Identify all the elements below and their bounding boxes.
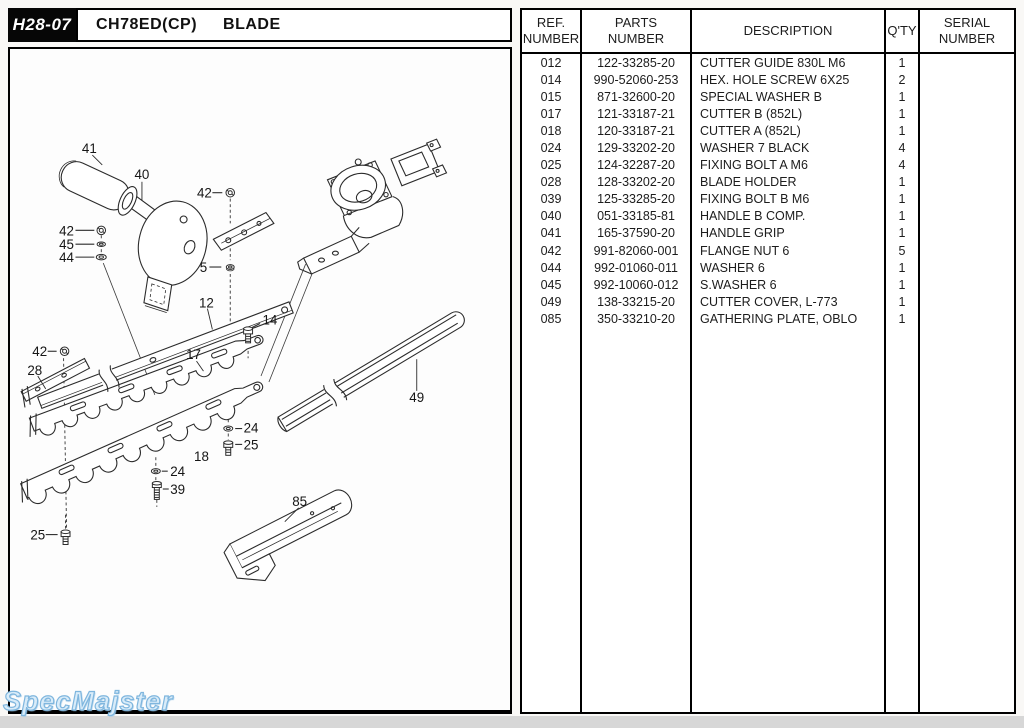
cutter-b-part — [23, 330, 268, 442]
qty-cell: 1 — [886, 191, 920, 208]
serial-cell — [920, 71, 1014, 88]
part-cell: 991-82060-001 — [582, 242, 692, 259]
washer-icon — [224, 426, 233, 431]
serial-number-header — [920, 10, 1014, 54]
qty-cell: 1 — [886, 174, 920, 191]
page-code: H28-07 — [12, 15, 72, 34]
part-callout: 44 — [59, 250, 74, 266]
bolt-icon — [152, 481, 161, 499]
part-cell: 051-33185-81 — [582, 208, 692, 225]
desc-cell: CUTTER COVER, L-773 — [692, 293, 886, 310]
ref-cell: 041 — [522, 225, 582, 242]
nut-icon — [97, 226, 106, 235]
diagram-box — [8, 47, 512, 714]
part-callout: 14 — [262, 312, 278, 328]
ref-cell: 018 — [522, 122, 582, 139]
ref-cell: 024 — [522, 139, 582, 156]
ref-cell: 040 — [522, 208, 582, 225]
part-callout: 85 — [292, 493, 308, 509]
ref-number-header — [522, 10, 582, 54]
desc-cell: CUTTER B (852L) — [692, 105, 886, 122]
gear-case-part — [298, 139, 447, 274]
empty-desc-cell — [692, 328, 886, 713]
part-callout: 42 — [196, 185, 212, 201]
serial-cell — [920, 293, 1014, 310]
nut-icon — [226, 188, 235, 197]
header-text: NUMBER — [607, 31, 665, 46]
part-cell: 990-52060-253 — [582, 71, 692, 88]
description-header — [692, 10, 886, 54]
part-cell: 992-01060-011 — [582, 259, 692, 276]
ref-cell: 014 — [522, 71, 582, 88]
part-callout: 45 — [59, 237, 74, 253]
part-name-label: BLADE — [223, 16, 281, 33]
part-callout: 42 — [59, 223, 74, 239]
model-label: CH78ED(CP) — [96, 16, 198, 33]
bracket-part — [213, 213, 274, 251]
header-text: NUMBER — [522, 31, 580, 46]
header-text: Q'TY — [887, 23, 917, 38]
part-callout: 17 — [186, 347, 201, 363]
qty-cell: 1 — [886, 276, 920, 293]
qty-cell: 5 — [886, 242, 920, 259]
desc-cell: FLANGE NUT 6 — [692, 242, 886, 259]
cutter-guide-part — [36, 295, 296, 416]
serial-cell — [920, 174, 1014, 191]
serial-cell — [920, 105, 1014, 122]
desc-cell: HANDLE GRIP — [692, 225, 886, 242]
page-code-tab — [8, 8, 76, 42]
qty-cell: 1 — [886, 293, 920, 310]
serial-cell — [920, 139, 1014, 156]
serial-cell — [920, 191, 1014, 208]
ref-cell: 085 — [522, 310, 582, 327]
serial-cell — [920, 208, 1014, 225]
handle-grip-part — [54, 156, 141, 218]
parts-number-header — [582, 10, 692, 54]
qty-cell: 4 — [886, 139, 920, 156]
qty-cell: 1 — [886, 259, 920, 276]
nut-icon — [60, 347, 69, 356]
part-cell: 125-33285-20 — [582, 191, 692, 208]
serial-cell — [920, 259, 1014, 276]
qty-cell: 1 — [886, 225, 920, 242]
part-callout: 12 — [198, 295, 214, 311]
header-text: NUMBER — [938, 31, 996, 46]
parts-table — [520, 8, 1016, 714]
ref-cell: 049 — [522, 293, 582, 310]
header-text: DESCRIPTION — [743, 23, 833, 38]
part-callout: 39 — [170, 481, 186, 497]
ref-cell: 017 — [522, 105, 582, 122]
part-cell: 129-33202-20 — [582, 139, 692, 156]
desc-cell: SPECIAL WASHER B — [692, 88, 886, 105]
serial-cell — [920, 310, 1014, 327]
spring-washer-icon — [97, 242, 105, 247]
header-text: REF. — [536, 15, 566, 30]
part-cell: 122-33285-20 — [582, 54, 692, 71]
part-callout: 18 — [194, 449, 209, 465]
serial-cell — [920, 157, 1014, 174]
serial-cell — [920, 242, 1014, 259]
page-title — [76, 8, 512, 42]
washer-icon — [96, 254, 106, 260]
part-cell: 165-37590-20 — [582, 225, 692, 242]
nut-icon — [226, 265, 234, 271]
header-text: PARTS — [614, 15, 658, 30]
cutter-cover-part — [274, 305, 470, 436]
handle-part — [119, 192, 216, 313]
part-cell: 138-33215-20 — [582, 293, 692, 310]
part-cell: 120-33187-21 — [582, 122, 692, 139]
qty-cell: 1 — [886, 208, 920, 225]
watermark: SpecMajster — [3, 686, 174, 716]
qty-cell: 1 — [886, 105, 920, 122]
washer-icon — [151, 469, 160, 474]
part-callout: 24 — [170, 464, 186, 480]
ref-cell: 042 — [522, 242, 582, 259]
part-callout: 40 — [134, 166, 150, 182]
part-callout: 28 — [27, 363, 43, 379]
part-callout: 25 — [243, 437, 259, 453]
desc-cell: HANDLE B COMP. — [692, 208, 886, 225]
empty-serial-cell — [920, 328, 1014, 713]
part-cell: 124-32287-20 — [582, 157, 692, 174]
qty-header — [886, 10, 920, 54]
part-callout: 41 — [81, 141, 97, 157]
part-cell: 871-32600-20 — [582, 88, 692, 105]
serial-cell — [920, 54, 1014, 71]
desc-cell: HEX. HOLE SCREW 6X25 — [692, 71, 886, 88]
empty-qty-cell — [886, 328, 920, 713]
part-cell: 128-33202-20 — [582, 174, 692, 191]
empty-part-cell — [582, 328, 692, 713]
ref-cell: 028 — [522, 174, 582, 191]
desc-cell: WASHER 7 BLACK — [692, 139, 886, 156]
header-text: SERIAL — [943, 15, 991, 30]
part-callout: 25 — [30, 527, 46, 543]
qty-cell: 4 — [886, 157, 920, 174]
desc-cell: BLADE HOLDER — [692, 174, 886, 191]
serial-cell — [920, 122, 1014, 139]
bolt-icon — [61, 530, 70, 544]
part-callout: 24 — [243, 420, 259, 436]
part-cell: 992-10060-012 — [582, 276, 692, 293]
empty-ref-cell — [522, 328, 582, 713]
desc-cell: CUTTER A (852L) — [692, 122, 886, 139]
part-cell: 121-33187-21 — [582, 105, 692, 122]
callout-leader — [92, 155, 102, 165]
qty-cell: 1 — [886, 310, 920, 327]
ref-cell: 039 — [522, 191, 582, 208]
ref-cell: 025 — [522, 157, 582, 174]
exploded-diagram — [10, 49, 510, 710]
desc-cell: FIXING BOLT B M6 — [692, 191, 886, 208]
desc-cell: WASHER 6 — [692, 259, 886, 276]
ref-cell: 044 — [522, 259, 582, 276]
part-callout: 49 — [409, 389, 425, 405]
desc-cell: FIXING BOLT A M6 — [692, 157, 886, 174]
ref-cell: 045 — [522, 276, 582, 293]
ref-cell: 012 — [522, 54, 582, 71]
serial-cell — [920, 88, 1014, 105]
qty-cell: 1 — [886, 122, 920, 139]
serial-cell — [920, 276, 1014, 293]
qty-cell: 2 — [886, 71, 920, 88]
callout-leader — [207, 309, 212, 330]
desc-cell: CUTTER GUIDE 830L M6 — [692, 54, 886, 71]
part-cell: 350-33210-20 — [582, 310, 692, 327]
part-callout: 42 — [32, 344, 48, 360]
serial-cell — [920, 225, 1014, 242]
qty-cell: 1 — [886, 88, 920, 105]
ref-cell: 015 — [522, 88, 582, 105]
bolt-icon — [224, 441, 233, 455]
qty-cell: 1 — [886, 54, 920, 71]
desc-cell: GATHERING PLATE, OBLO — [692, 310, 886, 327]
desc-cell: S.WASHER 6 — [692, 276, 886, 293]
part-callout: 5 — [199, 259, 208, 275]
scan-edge-strip — [0, 716, 1024, 728]
